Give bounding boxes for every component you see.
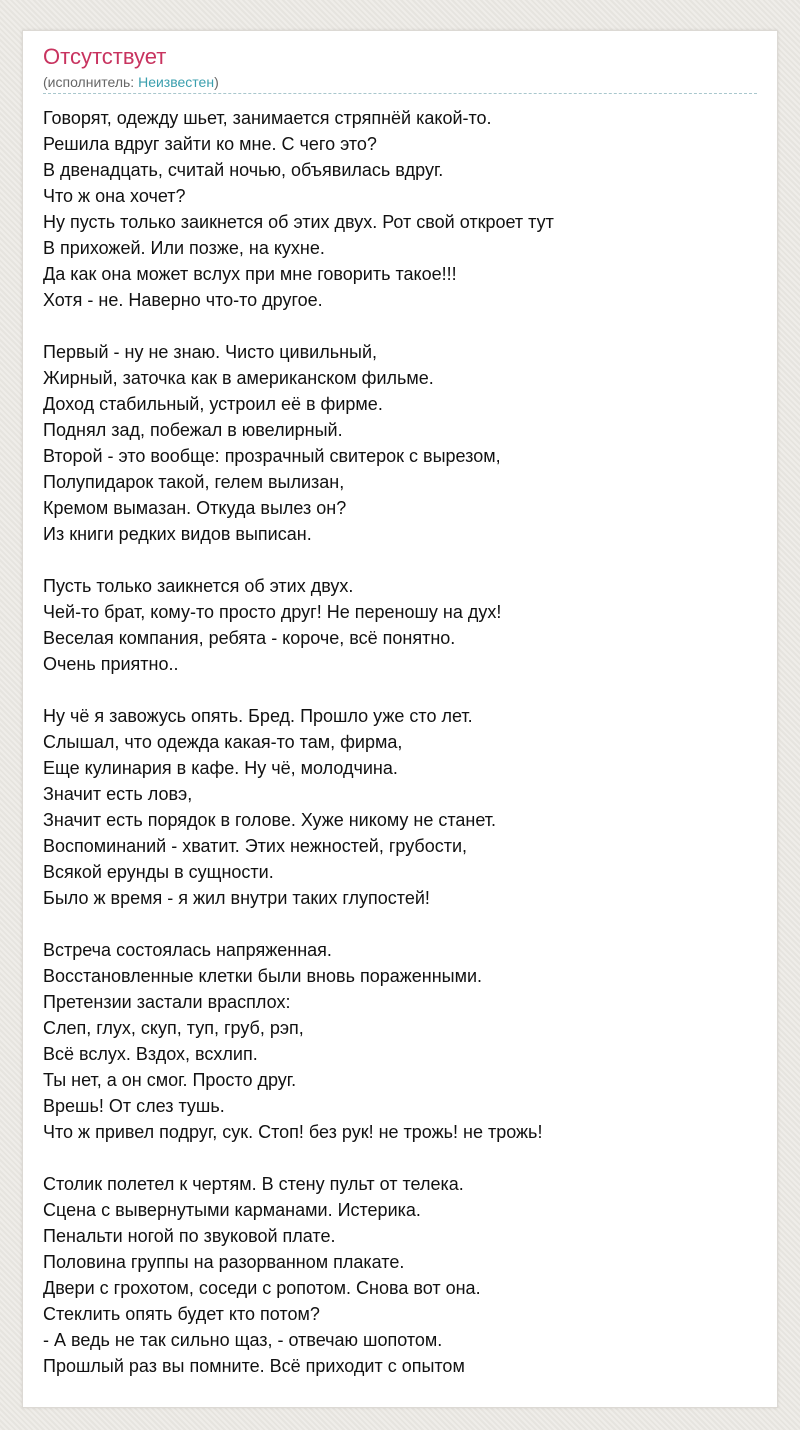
lyrics-line: Первый - ну не знаю. Чисто цивильный,: [43, 342, 378, 362]
lyrics-line: Было ж время - я жил внутри таких глупостей!: [43, 888, 430, 908]
lyrics-line: Врешь! От слез тушь.: [43, 1096, 225, 1116]
lyrics-line: - А ведь не так сильно щаз, - отвечаю шопотом.: [43, 1330, 443, 1350]
lyrics-line: Что ж привел подруг, сук. Стоп! без рук! не трожь! не трожь!: [43, 1122, 543, 1142]
lyrics-stanza: [43, 703, 759, 911]
lyrics-line: Веселая компания, ребята - короче, всё понятно.: [43, 628, 456, 648]
lyrics-line: Слеп, глух, скуп, туп, груб, рэп,: [43, 1018, 304, 1038]
lyrics-line: Слышал, что одежда какая-то там, фирма,: [43, 732, 403, 752]
lyrics-line: В прихожей. Или позже, на кухне.: [43, 238, 325, 258]
lyrics-line: Всякой ерунды в сущности.: [43, 862, 274, 882]
lyrics-line: Ну пусть только заикнется об этих двух. Рот свой откроет тут: [43, 212, 554, 232]
lyrics-line: Воспоминаний - хватит. Этих нежностей, грубости,: [43, 836, 468, 856]
lyrics-line: Решила вдруг зайти ко мне. С чего это?: [43, 134, 377, 154]
lyrics-line: Хотя - не. Наверно что-то другое.: [43, 290, 323, 310]
lyrics-line: Говорят, одежду шьет, занимается стряпнёй какой-то.: [43, 108, 492, 128]
dashed-divider: [43, 93, 757, 94]
lyrics-line: Ну чё я завожусь опять. Бред. Прошло уже сто лет.: [43, 706, 473, 726]
lyrics-line: Стеклить опять будет кто потом?: [43, 1304, 320, 1324]
song-title: Отсутствует: [43, 44, 167, 69]
lyrics-stanza: [43, 339, 759, 547]
lyrics-body: [43, 105, 759, 1405]
lyrics-line: Встреча состоялась напряженная.: [43, 940, 332, 960]
lyrics-stanza: [43, 1171, 759, 1379]
lyrics-line: Значит есть ловэ,: [43, 784, 193, 804]
lyrics-line: Всё вслух. Вздох, всхлип.: [43, 1044, 258, 1064]
artist-link[interactable]: Неизвестен: [138, 74, 215, 90]
lyrics-line: В двенадцать, считай ночью, объявилась вдруг.: [43, 160, 444, 180]
lyrics-line: Второй - это вообще: прозрачный свитерок с вырезом,: [43, 446, 501, 466]
lyrics-line: Из книги редких видов выписан.: [43, 524, 312, 544]
lyrics-line: Очень приятно..: [43, 654, 179, 674]
lyrics-line: Полупидарок такой, гелем вылизан,: [43, 472, 345, 492]
artist-line: [43, 73, 219, 91]
lyrics-line: Значит есть порядок в голове. Хуже никому не станет.: [43, 810, 497, 830]
lyrics-line: Кремом вымазан. Откуда вылез он?: [43, 498, 347, 518]
lyrics-line: Прошлый раз вы помните. Всё приходит с опытом: [43, 1356, 465, 1376]
lyrics-line: Столик полетел к чертям. В стену пульт от телека.: [43, 1174, 464, 1194]
lyrics-line: Еще кулинария в кафе. Ну чё, молодчина.: [43, 758, 398, 778]
lyrics-line: Восстановленные клетки были вновь пораженными.: [43, 966, 483, 986]
lyrics-stanza: [43, 573, 759, 677]
lyrics-line: Поднял зад, побежал в ювелирный.: [43, 420, 343, 440]
lyrics-stanza: [43, 105, 759, 313]
lyrics-line: Пусть только заикнется об этих двух.: [43, 576, 354, 596]
lyrics-line: Сцена с вывернутыми карманами. Истерика.: [43, 1200, 421, 1220]
lyrics-line: Половина группы на разорванном плакате.: [43, 1252, 405, 1272]
lyrics-stanza: [43, 937, 759, 1145]
lyrics-line: Чей-то брат, кому-то просто друг! Не переношу на дух!: [43, 602, 502, 622]
artist-suffix: ): [214, 74, 219, 90]
artist-prefix: (исполнитель:: [43, 74, 139, 90]
lyrics-line: Ты нет, а он смог. Просто друг.: [43, 1070, 297, 1090]
lyrics-card: [22, 30, 778, 1408]
lyrics-line: Жирный, заточка как в американском фильме.: [43, 368, 434, 388]
lyrics-line: Что ж она хочет?: [43, 186, 186, 206]
lyrics-line: Доход стабильный, устроил её в фирме.: [43, 394, 383, 414]
lyrics-line: Двери с грохотом, соседи с ропотом. Снова вот она.: [43, 1278, 481, 1298]
lyrics-line: Да как она может вслух при мне говорить такое!!!: [43, 264, 457, 284]
lyrics-line: Претензии застали врасплох:: [43, 992, 291, 1012]
lyrics-line: Пенальти ногой по звуковой плате.: [43, 1226, 336, 1246]
